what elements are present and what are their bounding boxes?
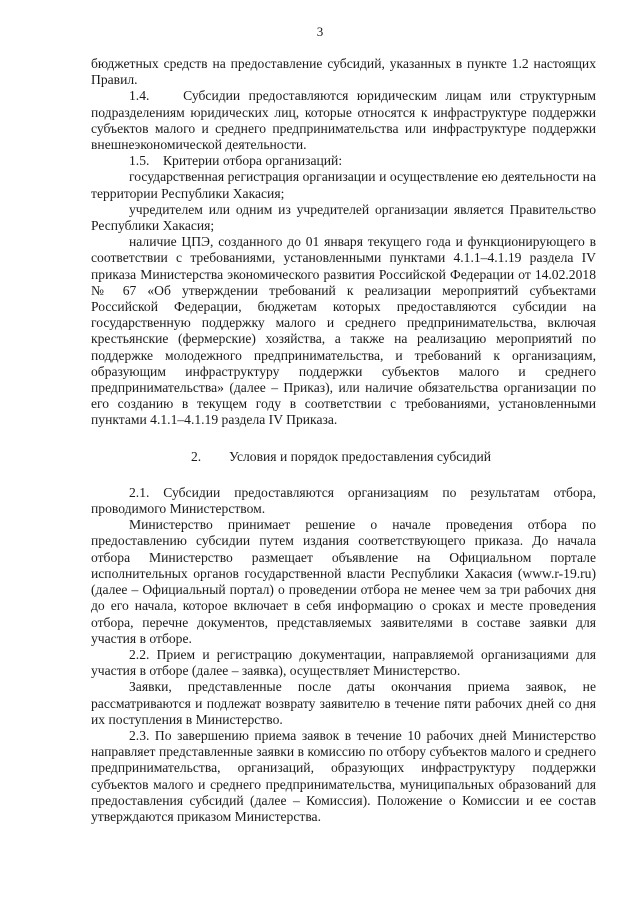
page-number: 3 <box>316 24 324 39</box>
paragraph-2-2: 2.2. Прием и регистрацию документации, направляемой организациями для участия в отборе (далее – заявка), осуществляет Министерство. <box>91 646 596 679</box>
paragraph-2-3: 2.3. По завершению приема заявок в течение 10 рабочих дней Министерство направляет представленные заявки в комиссию по отбору субъектов малого и среднего предпринимательства, организаций, образующих инфраструктуру поддержки субъектов малого и среднего предпринимательства, муниципальных образований для предоставления субсидий (далее – Комиссия). Положение о Комиссии и ее состав утверждаются приказом Министерства. <box>91 727 596 824</box>
criterion-cpe: наличие ЦПЭ, созданного до 01 января текущего года и функционирующего в соответствии с требованиями, установленными пунктами 4.1.1–4.1.19 раздела IV приказа Министерства экономического развития Российской Федерации от 14.02.2018 № 67 «Об утверждении требований к реализации мероприятий субъектами Российской Федерации, бюджетам которых предоставляются субсидии на государственную поддержку малого и среднего предпринимательства, включая крестьянские (фермерские) хозяйства, а также на реализацию мероприятий по поддержке молодежного предпринимательства, и требований к организациям, образующим инфраструктуру поддержки субъектов малого и среднего предпринимательства» (далее – Приказ), или наличие обязательства организации по его созданию в текущем году в соответствии с требованиями, установленными пунктами 4.1.1–4.1.19 раздела IV Приказа. <box>91 234 596 428</box>
paragraph-late-applications: Заявки, представленные после даты окончания приема заявок, не рассматриваются и подлежат возврату заявителю в течение пяти рабочих дней со дня их поступления в Министерство. <box>91 679 596 727</box>
section-number: 2. <box>191 448 202 464</box>
section-heading <box>91 449 596 465</box>
paragraph-1-5: 1.5. Критерии отбора организаций: <box>129 153 343 169</box>
criterion-registration: государственная регистрация организации и осуществление ею деятельности на территории Республики Хакасия; <box>91 169 596 201</box>
paragraph-continuation: бюджетных средств на предоставление субсидий, указанных в пункте 1.2 настоящих Правил. <box>91 56 596 88</box>
criterion-founder: учредителем или одним из учредителей организации является Правительство Республики Хакасия; <box>91 201 596 234</box>
paragraph-1-4: 1.4. Субсидии предоставляются юридическим лицам или структурным подразделениям юридических лиц, которые относятся к инфраструктуре поддержки субъектов малого и среднего предпринимательства или инфраструктуре поддержки внешнеэкономической деятельности. <box>91 88 596 153</box>
document-body <box>91 56 596 825</box>
section-title: Условия и порядок предоставления субсидий <box>229 448 492 464</box>
paragraph-2-1: 2.1. Субсидии предоставляются организациям по результатам отбора, проводимого Министерством. <box>91 484 596 517</box>
paragraph-selection-announcement: Министерство принимает решение о начале проведения отбора по предоставлению субсидии путем издания соответствующего приказа. До начала отбора Министерство размещает объявление на Официальном портале исполнительных органов государственной власти Республики Хакасия (www.r-19.ru) (далее – Официальный портал) о проведении отбора не менее чем за три рабочих дня до его начала, которое включает в себя информацию о сроках и месте проведения отбора, перечне документов, представляемых заявителями в составе заявки для участия в отборе. <box>91 517 596 646</box>
